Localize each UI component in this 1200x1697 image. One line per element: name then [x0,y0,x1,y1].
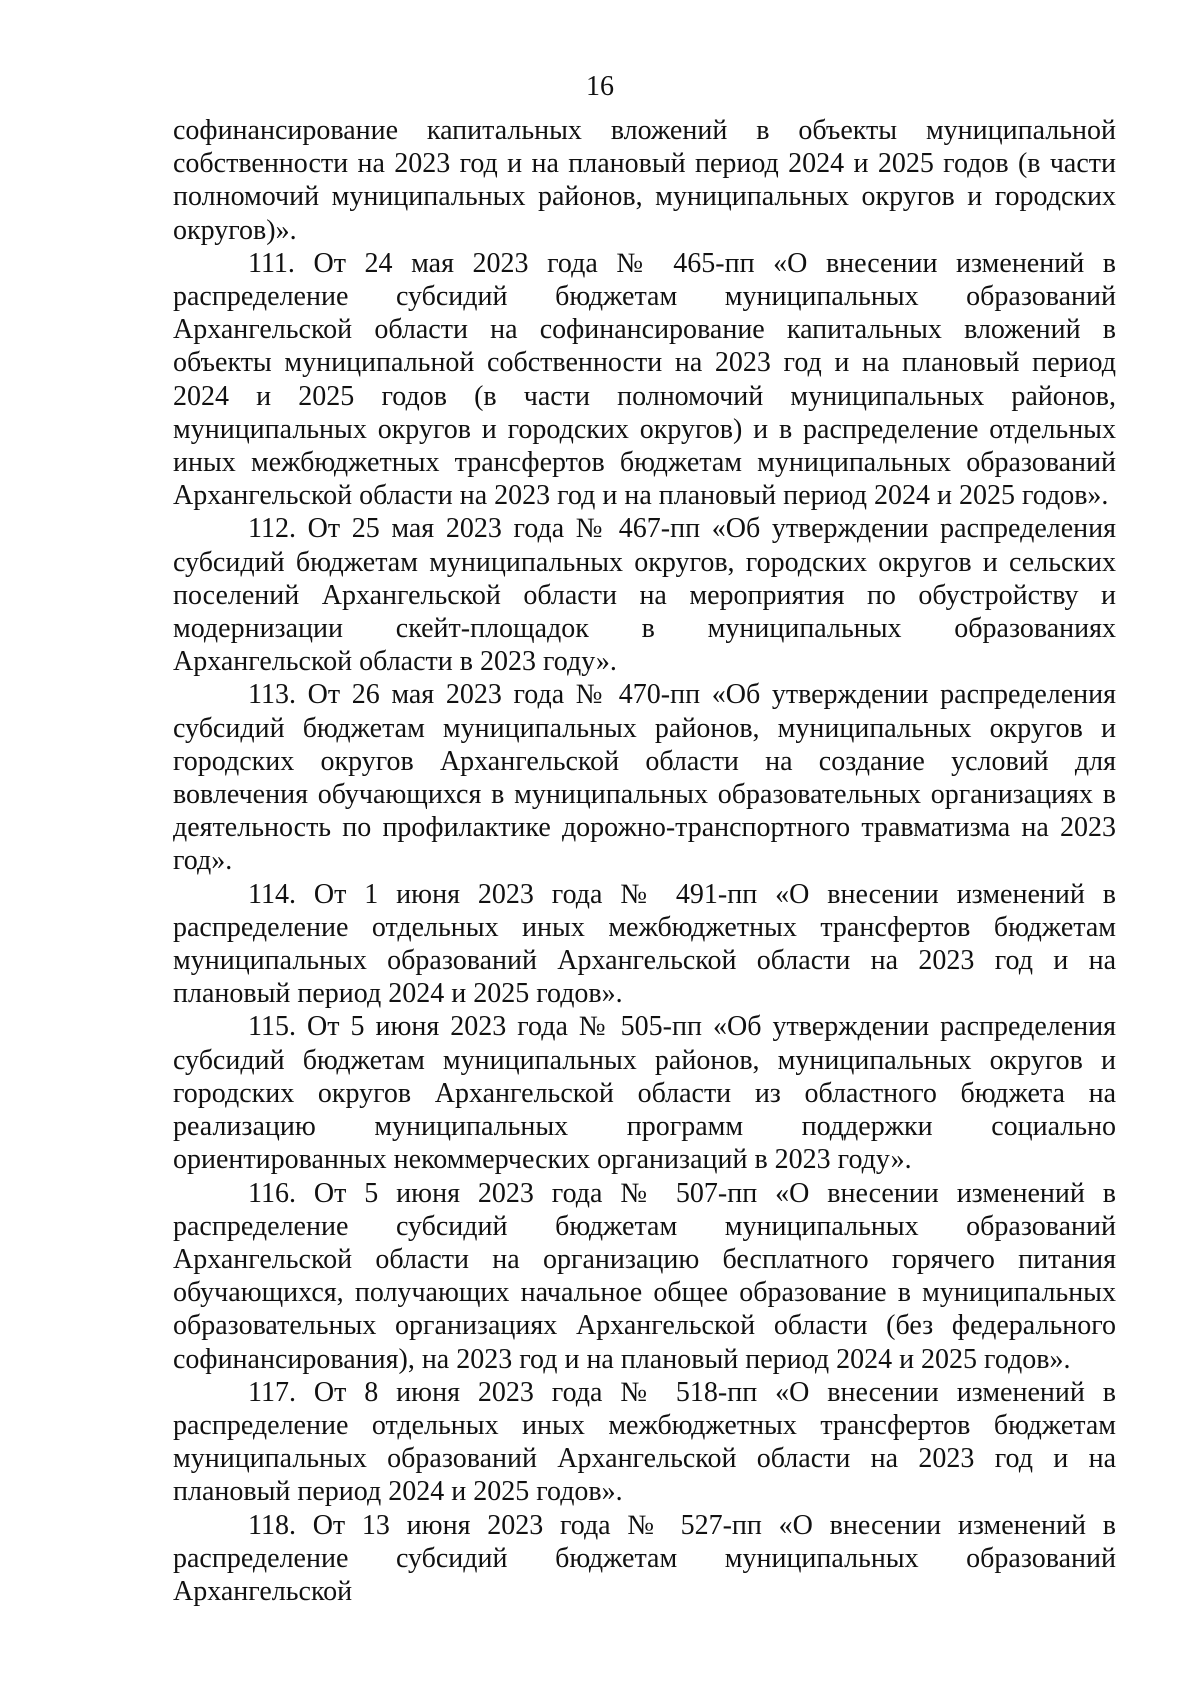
paragraph-item-115: 115. От 5 июня 2023 года № 505-пп «Об утверждении распределения субсидий бюджетам муниципальных районов, муниципальных округов и городских округов Архангельской области из областного бюджета на реализацию муниципальных программ поддержки социально ориентированных некоммерческих организаций в 2023 году». [173,1011,1116,1176]
paragraph-item-116: 116. От 5 июня 2023 года № 507-пп «О внесении изменений в распределение субсидий бюджетам муниципальных образований Архангельской области на организацию бесплатного горячего питания обучающихся, получающих начальное общее образование в муниципальных образовательных организациях Архангельской области (без федерального софинансирования), на 2023 год и на плановый период 2024 и 2025 годов». [173,1177,1116,1375]
paragraph-item-114: 114. От 1 июня 2023 года № 491-пп «О внесении изменений в распределение отдельных иных межбюджетных трансфертов бюджетам муниципальных образований Архангельской области на 2023 год и на плановый период 2024 и 2025 годов». [173,878,1116,1010]
paragraph-item-117: 117. От 8 июня 2023 года № 518-пп «О внесении изменений в распределение отдельных иных межбюджетных трансфертов бюджетам муниципальных образований Архангельской области на 2023 год и на плановый период 2024 и 2025 годов». [173,1376,1116,1508]
page-number: 16 [586,71,614,102]
paragraph-item-112: 112. От 25 мая 2023 года № 467-пп «Об утверждении распределения субсидий бюджетам муниципальных округов, городских округов и сельских поселений Архангельской области на мероприятия по обустройству и модернизации скейт-площадок в муниципальных образованиях Архангельской области в 2023 году». [173,513,1116,678]
paragraph-item-113: 113. От 26 мая 2023 года № 470-пп «Об утверждении распределения субсидий бюджетам муниципальных районов, муниципальных округов и городских округов Архангельской области на создание условий для вовлечения обучающихся в муниципальных образовательных организациях в деятельность по профилактике дорожно-транспортного травматизма на 2023 год». [173,679,1116,877]
paragraph-item-118: 118. От 13 июня 2023 года № 527-пп «О внесении изменений в распределение субсидий бюджетам муниципальных образований Архангельской [173,1509,1116,1607]
paragraph-continuation: софинансирование капитальных вложений в объекты муниципальной собственности на 2023 год и на плановый период 2024 и 2025 годов (в части полномочий муниципальных районов, муниципальных округов и городских округов)». [173,115,1116,246]
document-body [173,114,1116,1608]
paragraph-item-111: 111. От 24 мая 2023 года № 465-пп «О внесении изменений в распределение субсидий бюджетам муниципальных образований Архангельской области на софинансирование капитальных вложений в объекты муниципальной собственности на 2023 год и на плановый период 2024 и 2025 годов (в части полномочий муниципальных районов, муниципальных округов и городских округов) и в распределение отдельных иных межбюджетных трансфертов бюджетам муниципальных образований Архангельской области на 2023 год и на плановый период 2024 и 2025 годов». [173,247,1116,512]
